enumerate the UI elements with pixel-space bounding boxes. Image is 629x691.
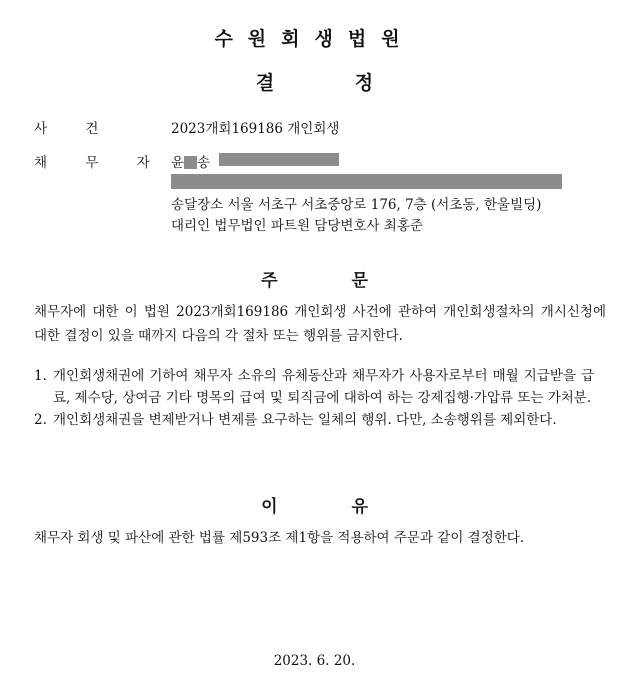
list-item-text: 개인회생채권을 변제받거나 변제를 요구하는 일체의 행위. 다만, 소송행위를 제외한다. (53, 412, 557, 428)
case-label: 사 건 (34, 121, 99, 137)
order-heading: 주 문 (261, 271, 368, 291)
case-number: 2023개회169186 개인회생 (171, 121, 340, 137)
decision-date: 2023. 6. 20. (273, 653, 356, 669)
list-item-number: 1. (34, 368, 47, 384)
redaction-name-middle (184, 156, 197, 169)
list-item (34, 409, 594, 431)
court-name: 수원회생법원 (214, 28, 415, 50)
redaction-id-number (219, 153, 339, 166)
reason-heading: 이 유 (261, 497, 368, 517)
debtor-label: 채 무 자 (34, 155, 150, 171)
list-item-text: 개인회생채권에 기하여 채무자 소유의 유체동산과 채무자가 사용자로부터 매월 지급받을 급료, 제수당, 상여금 기타 명목의 급여 및 퇴직금에 대하여 하는 강제집행·가압류 또는 가처분. (53, 368, 594, 406)
debtor-name-last: 송 (197, 155, 211, 171)
order-intro: 채무자에 대한 이 법원 2023개회169186 개인회생 사건에 관하여 개인회생절차의 개시신청에 대한 결정이 있을 때까지 다음의 각 절차 또는 행위를 금지한다. (34, 304, 606, 344)
redaction-address (171, 174, 562, 189)
list-item-number: 2. (34, 412, 47, 428)
debtor-name (171, 151, 210, 171)
prohibited-acts-list (34, 365, 594, 431)
agent-info: 대리인 법무법인 파트원 담당변호사 최홍준 (171, 218, 423, 234)
document-title: 결 정 (255, 72, 374, 94)
reason-text: 채무자 회생 및 파산에 관한 법률 제593조 제1항을 적용하여 주문과 같이 결정한다. (34, 530, 525, 546)
debtor-name-first: 윤 (171, 155, 185, 171)
service-address: 송달장소 서울 서초구 서초중앙로 176, 7층 (서초동, 한울빌딩) (171, 197, 542, 213)
list-item (34, 365, 594, 409)
